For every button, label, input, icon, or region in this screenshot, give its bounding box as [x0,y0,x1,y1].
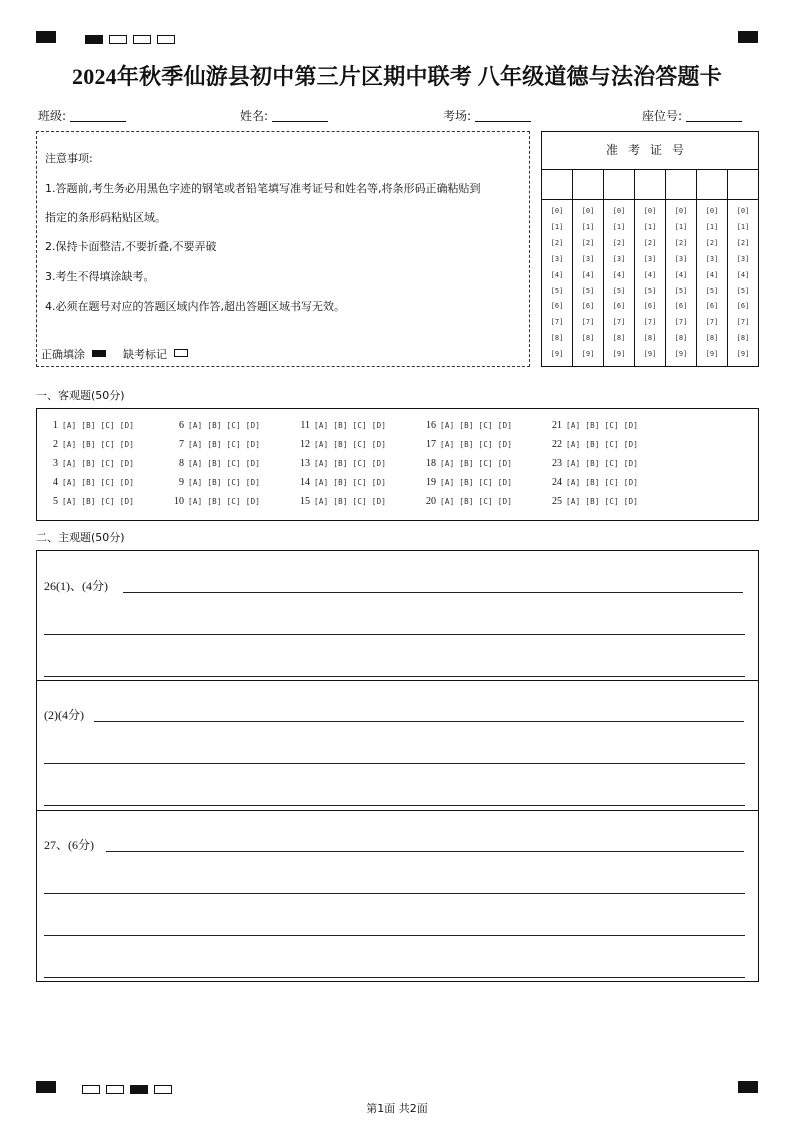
seat-label: 座位号: [642,109,683,123]
question-number: 25 [552,496,562,507]
objective-question [170,439,260,450]
question-number: 23 [552,458,562,469]
notice-line-4: 4.必须在题号对应的答题区域内作答,超出答题区域书写无效。 [45,300,345,313]
admission-column [635,169,666,366]
admission-digit-bubble[interactable]: [1] [643,222,657,231]
admission-digit-bubble[interactable]: [1] [550,222,564,231]
answer-bubbles[interactable]: [A] [B] [C] [D] [440,478,513,487]
admission-digit-bubble[interactable]: [1] [612,222,626,231]
admission-digit-bubble[interactable]: [5] [550,286,564,295]
page-title: 2024年秋季仙游县初中第三片区期中联考 八年级道德与法治答题卡 [72,64,722,89]
admission-digit-bubble[interactable]: [7] [674,318,688,327]
question-number: 5 [53,496,58,507]
answer-line[interactable] [44,805,745,806]
admission-digit-bubble[interactable]: [6] [612,302,626,311]
question-number: 13 [300,458,310,469]
answer-line[interactable] [94,721,744,722]
admission-digit-bubble[interactable]: [3] [581,254,595,263]
subjective-heading: 二、主观题(50分) [36,531,125,544]
question-number: 6 [179,420,184,431]
admission-digit-bubble[interactable]: [2] [705,238,719,247]
admission-digit-bubble[interactable]: [1] [674,222,688,231]
admission-digit-bubble[interactable]: [0] [550,207,564,215]
admission-digit-bubble[interactable]: [9] [550,350,564,359]
objective-question [422,439,512,450]
answer-line[interactable] [44,977,745,978]
notice-box [36,131,530,367]
admission-digit-bubble[interactable]: [7] [612,318,626,327]
question-number: 9 [179,477,184,488]
notice-line-3: 3.考生不得填涂缺考。 [45,270,155,283]
answer-bubbles[interactable]: [A] [B] [C] [D] [62,497,135,506]
admission-digit-bubble[interactable]: [9] [581,350,595,359]
answer-bubbles[interactable]: [A] [B] [C] [D] [440,497,513,506]
admission-digit-bubble[interactable]: [5] [612,286,626,295]
corner-mark-bottom-right [738,1081,758,1093]
question-number: 11 [300,420,310,431]
admission-digit-bubble[interactable]: [5] [581,286,595,295]
answer-line[interactable] [106,851,744,852]
question-number: 21 [552,420,562,431]
question-number: 24 [552,477,562,488]
answer-bubbles[interactable]: [A] [B] [C] [D] [566,421,639,430]
page-mark-empty [154,1085,172,1094]
question-number: 18 [426,458,436,469]
page-mark-empty [133,35,151,44]
objective-question [170,458,260,469]
admission-digit-bubble[interactable]: [2] [581,238,595,247]
objective-question [548,439,638,450]
answer-bubbles[interactable]: [A] [B] [C] [D] [440,440,513,449]
question-number: 2 [53,439,58,450]
admission-digit-bubble[interactable]: [8] [674,334,688,343]
objective-question [44,420,134,431]
absent-mark-label: 缺考标记 [123,348,167,361]
question-number: 14 [300,477,310,488]
admission-digit-bubble[interactable]: [1] [705,222,719,231]
objective-question [422,420,512,431]
answer-bubbles[interactable]: [A] [B] [C] [D] [188,478,261,487]
admission-digit-bubble[interactable]: [6] [705,302,719,311]
admission-write-cell[interactable] [604,169,634,200]
admission-digit-bubble[interactable]: [1] [581,222,595,231]
answer-bubbles[interactable]: [A] [B] [C] [D] [62,440,135,449]
page-mark-empty [157,35,175,44]
objective-question [296,439,386,450]
answer-line[interactable] [44,763,745,764]
answer-bubbles[interactable]: [A] [B] [C] [D] [62,421,135,430]
page-footer: 第1面 共2面 [366,1102,428,1115]
answer-bubbles[interactable]: [A] [B] [C] [D] [440,421,513,430]
answer-bubbles[interactable]: [A] [B] [C] [D] [188,440,261,449]
page-mark-filled [85,35,103,44]
corner-mark-top-right [738,31,758,43]
correct-fill-label: 正确填涂 [41,348,85,361]
admission-digit-bubble[interactable]: [7] [736,318,750,327]
admission-column [573,169,604,366]
question-number: 20 [426,496,436,507]
admission-digit-bubble[interactable]: [3] [612,254,626,263]
admission-digit-bubble[interactable]: [3] [705,254,719,263]
page-mark-empty [106,1085,124,1094]
admission-digit-bubble[interactable]: [9] [612,350,626,359]
admission-write-cell[interactable] [666,169,696,200]
question-number: 12 [300,439,310,450]
admission-digit-bubble[interactable]: [5] [674,286,688,295]
objective-question [44,477,134,488]
question-27-label: 27、(6分) [44,838,94,852]
admission-digit-bubble[interactable]: [4] [612,270,626,279]
admission-digit-bubble[interactable]: [8] [643,334,657,343]
objective-question [44,439,134,450]
admission-digit-bubble[interactable]: [8] [705,334,719,343]
room-label: 考场: [443,109,472,123]
admission-digit-bubble[interactable]: [0] [674,207,688,215]
page-mark-filled [130,1085,148,1094]
objective-question [296,496,386,507]
admission-digit-bubble[interactable]: [0] [581,207,595,215]
admission-digit-bubble[interactable]: [4] [550,270,564,279]
admission-digit-bubble[interactable]: [7] [550,318,564,327]
admission-column [728,169,759,366]
answer-bubbles[interactable]: [A] [B] [C] [D] [566,497,639,506]
answer-bubbles[interactable]: [A] [B] [C] [D] [314,440,387,449]
admission-number-grid [541,131,759,367]
admission-digit-bubble[interactable]: [0] [705,207,719,215]
admission-digit-bubble[interactable]: [4] [674,270,688,279]
admission-digit-bubble[interactable]: [3] [674,254,688,263]
admission-digit-bubble[interactable]: [4] [705,270,719,279]
objective-question [44,458,134,469]
answer-bubbles[interactable]: [A] [B] [C] [D] [566,478,639,487]
answer-bubbles[interactable]: [A] [B] [C] [D] [62,478,135,487]
admission-column [697,169,728,366]
admission-digit-bubble[interactable]: [3] [643,254,657,263]
admission-digit-bubble[interactable]: [2] [550,238,564,247]
admission-digit-bubble[interactable]: [7] [705,318,719,327]
objective-question [296,420,386,431]
admission-digit-bubble[interactable]: [8] [612,334,626,343]
admission-digit-bubble[interactable]: [4] [581,270,595,279]
admission-digit-bubble[interactable]: [6] [550,302,564,311]
question-number: 17 [426,439,436,450]
admission-column [604,169,635,366]
answer-bubbles[interactable]: [A] [B] [C] [D] [566,440,639,449]
question-number: 22 [552,439,562,450]
admission-digit-bubble[interactable]: [5] [643,286,657,295]
admission-digit-bubble[interactable]: [7] [581,318,595,327]
answer-bubbles[interactable]: [A] [B] [C] [D] [188,459,261,468]
objective-heading: 一、客观题(50分) [36,389,125,402]
page-mark-empty [82,1085,100,1094]
admission-write-cell[interactable] [573,169,603,200]
answer-line[interactable] [44,634,745,635]
admission-digit-bubble[interactable]: [0] [612,207,626,215]
name-label: 姓名: [240,109,269,123]
admission-digit-bubble[interactable]: [3] [736,254,750,263]
answer-bubbles[interactable]: [A] [B] [C] [D] [314,459,387,468]
notice-line-1b: 指定的条形码粘贴区域。 [45,211,166,224]
objective-question [296,458,386,469]
answer-bubbles[interactable]: [A] [B] [C] [D] [440,459,513,468]
admission-digit-bubble[interactable]: [9] [643,350,657,359]
absent-mark-box[interactable] [174,349,188,357]
fill-legend [41,346,188,362]
admission-digit-bubble[interactable]: [6] [674,302,688,311]
question-number: 7 [179,439,184,450]
admission-digit-bubble[interactable]: [7] [643,318,657,327]
question-number: 8 [179,458,184,469]
objective-question [548,477,638,488]
answer-line[interactable] [44,935,745,936]
answer-line[interactable] [44,676,745,677]
seat-field[interactable] [642,107,742,124]
admission-digit-bubble[interactable]: [9] [705,350,719,359]
question-number: 15 [300,496,310,507]
answer-line[interactable] [44,893,745,894]
admission-digit-bubble[interactable]: [0] [736,207,750,215]
admission-digit-bubble[interactable]: [6] [736,302,750,311]
corner-mark-bottom-left [36,1081,56,1093]
admission-digit-bubble[interactable]: [2] [736,238,750,247]
admission-digit-bubble[interactable]: [2] [674,238,688,247]
question-number: 10 [174,496,184,507]
objective-question [548,458,638,469]
name-field[interactable] [240,107,328,124]
admission-digit-bubble[interactable]: [8] [736,334,750,343]
objective-question [296,477,386,488]
objective-question [422,477,512,488]
answer-line[interactable] [123,592,743,593]
admission-digit-bubble[interactable]: [8] [581,334,595,343]
objective-question [422,458,512,469]
question-number: 1 [53,420,58,431]
admission-digit-bubble[interactable]: [9] [674,350,688,359]
admission-column [542,169,573,366]
admission-digit-bubble[interactable]: [9] [736,350,750,359]
admission-digit-bubble[interactable]: [3] [550,254,564,263]
admission-digit-bubble[interactable]: [4] [643,270,657,279]
correct-fill-sample [92,350,106,357]
answer-bubbles[interactable]: [A] [B] [C] [D] [314,478,387,487]
admission-digit-bubble[interactable]: [6] [581,302,595,311]
question-number: 16 [426,420,436,431]
question-26-2-label: (2)(4分) [44,708,84,722]
subjective-answer-box [36,550,759,982]
notice-line-1a: 1.答题前,考生务必用黑色字迹的钢笔或者铅笔填写准考证号和姓名等,将条形码正确粘贴到 [45,182,481,195]
answer-bubbles[interactable]: [A] [B] [C] [D] [188,421,261,430]
admission-digit-bubble[interactable]: [4] [736,270,750,279]
admission-write-cell[interactable] [542,169,572,200]
admission-write-cell[interactable] [728,169,758,200]
answer-bubbles[interactable]: [A] [B] [C] [D] [314,497,387,506]
class-label: 班级: [38,109,67,123]
admission-digit-bubble[interactable]: [6] [643,302,657,311]
objective-question [170,496,260,507]
admission-header: 准考证号 [542,132,758,170]
question-number: 19 [426,477,436,488]
answer-bubbles[interactable]: [A] [B] [C] [D] [188,497,261,506]
objective-question [170,477,260,488]
answer-bubbles[interactable]: [A] [B] [C] [D] [566,459,639,468]
question-26-1-label: 26(1)、(4分) [44,579,108,593]
corner-mark-top-left [36,31,56,43]
answer-bubbles[interactable]: [A] [B] [C] [D] [62,459,135,468]
section-divider [37,680,758,681]
class-field[interactable] [38,107,126,124]
objective-question [44,496,134,507]
admission-digit-bubble[interactable]: [2] [643,238,657,247]
notice-heading: 注意事项: [45,152,93,165]
page-mark-empty [109,35,127,44]
admission-digit-bubble[interactable]: [5] [705,286,719,295]
admission-digit-bubble[interactable]: [0] [643,207,657,215]
answer-bubbles[interactable]: [A] [B] [C] [D] [314,421,387,430]
notice-line-2: 2.保持卡面整洁,不要折叠,不要弄破 [45,240,217,253]
admission-digit-bubble[interactable]: [8] [550,334,564,343]
admission-digit-bubble[interactable]: [5] [736,286,750,295]
objective-question [548,420,638,431]
room-field[interactable] [443,107,531,124]
question-number: 3 [53,458,58,469]
objective-question [422,496,512,507]
admission-write-cell[interactable] [635,169,665,200]
admission-write-cell[interactable] [697,169,727,200]
objective-question [170,420,260,431]
question-number: 4 [53,477,58,488]
admission-digit-bubble[interactable]: [2] [612,238,626,247]
objective-question [548,496,638,507]
section-divider [37,810,758,811]
objective-answer-box [36,408,759,521]
admission-digit-bubble[interactable]: [1] [736,222,750,231]
admission-column [666,169,697,366]
